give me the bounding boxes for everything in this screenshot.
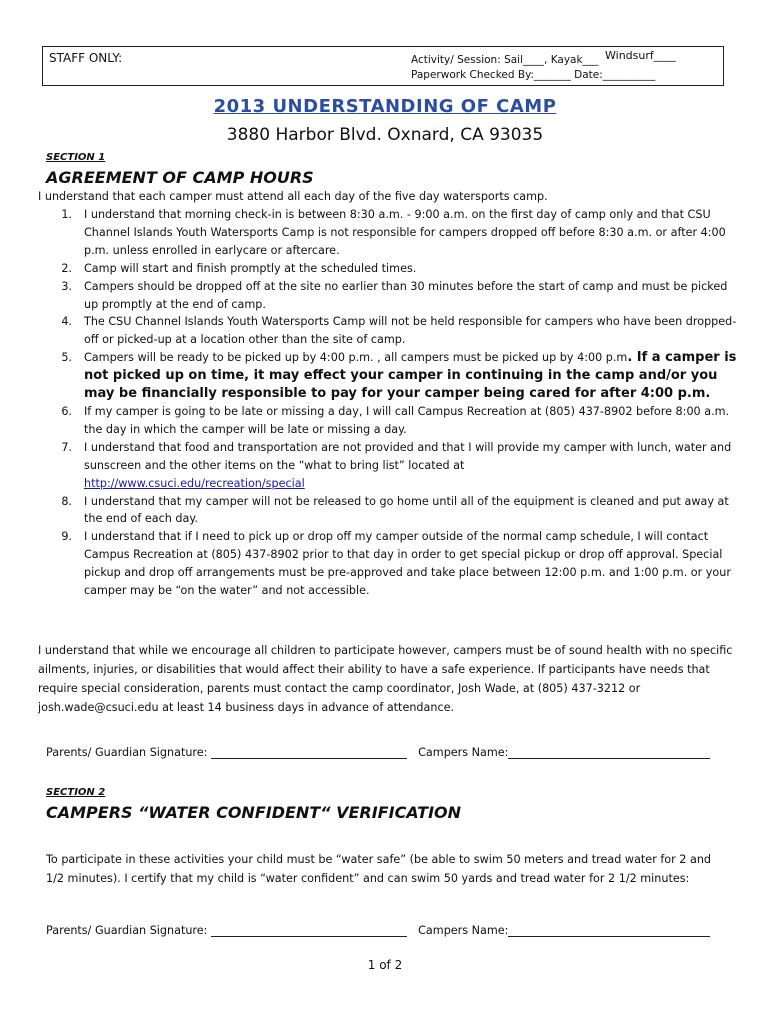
rule-item bbox=[38, 439, 738, 493]
rule-item bbox=[38, 528, 738, 600]
rule-text: I understand that food and transportation are not provided and that I will provide my camper with lunch, water and sunscreen and the other items on the “what to bring list” located at bbox=[84, 440, 732, 472]
document-title: 2013 UNDERSTANDING OF CAMP bbox=[213, 96, 557, 117]
campers-name-field[interactable] bbox=[508, 925, 710, 937]
section-1-label: SECTION 1 bbox=[46, 152, 106, 163]
rule-number: 1. bbox=[61, 208, 72, 221]
guardian-signature-label: Parents/ Guardian Signature: bbox=[46, 924, 208, 937]
rule-item bbox=[38, 206, 738, 260]
rule-item bbox=[38, 403, 738, 439]
camp-rules-list bbox=[38, 206, 738, 600]
rule-number: 7. bbox=[61, 440, 72, 454]
guardian-signature-field[interactable] bbox=[211, 925, 407, 937]
rule-bold-warning: . If a camper is not picked up on time, it may effect your camper in continuing in the camp and/or you may be financially responsible to pay for your camper being cared for after 4:00 p.m. bbox=[84, 350, 737, 402]
rule-text: Camp will start and finish promptly at the scheduled times. bbox=[84, 261, 417, 275]
rule-item bbox=[38, 278, 738, 314]
rule-number: 8. bbox=[61, 494, 72, 508]
section-2-signature-line bbox=[46, 924, 710, 937]
rule-text: Campers should be dropped off at the site no earlier than 30 minutes before the start of camp and must be picked up promptly at the end of camp. bbox=[84, 279, 728, 311]
rule-text: I understand that morning check-in is between 8:30 a.m. - 9:00 a.m. on the first day of camp only and that CSU Channel Islands Youth Watersports Camp is not responsible for campers dropped off before 8:30 a.m. or after 4:00 p.m. unless enrolled in earlycare or aftercare. bbox=[84, 208, 726, 257]
section-1-heading: AGREEMENT OF CAMP HOURS bbox=[46, 168, 314, 187]
rule-text: I understand that my camper will not be released to go home until all of the equipment is cleaned and put away at the end of each day. bbox=[84, 494, 729, 526]
staff-fields bbox=[411, 49, 676, 83]
activity-session-text: Activity/ Session: Sail____, Kayak___ bbox=[411, 54, 599, 66]
campers-name-label: Campers Name: bbox=[418, 924, 509, 937]
rule-item bbox=[38, 260, 738, 278]
rule-number: 3. bbox=[61, 279, 72, 293]
rule-text: I understand that if I need to pick up or drop off my camper outside of the normal camp schedule, I will contact Campus Recreation at (805) 437-8902 prior to that day in order to get special pickup or drop off approval. Special pickup and drop off arrangements must be pre-approved and take place between 12:00 p.m. and 1:00 p.m. or your camper may be “on the water” and not accessible. bbox=[84, 530, 731, 598]
rule-number: 6. bbox=[61, 404, 72, 418]
rule-text: Campers will be ready to be picked up by 4:00 p.m. , all campers must be picked up by 4:00 p.m bbox=[84, 351, 628, 365]
section-2-heading: CAMPERS “WATER CONFIDENT“ VERIFICATION bbox=[46, 803, 462, 822]
camp-address: 3880 Harbor Blvd. Oxnard, CA 93035 bbox=[226, 125, 544, 145]
page-number: 1 of 2 bbox=[367, 958, 403, 972]
rule-number: 2. bbox=[61, 261, 72, 275]
campers-name-field[interactable] bbox=[508, 747, 710, 759]
section-1-signature-line bbox=[46, 746, 710, 759]
rule-number: 5. bbox=[61, 351, 72, 365]
rule-item bbox=[38, 493, 738, 529]
water-confident-paragraph: To participate in these activities your child must be “water safe” (be able to swim 50 meters and tread water for 2 and 1/2 minutes). I certify that my child is “water confident” and can swim 50 yards and tread water for 2 1/2 minutes: bbox=[46, 853, 712, 885]
staff-only-box bbox=[42, 46, 724, 86]
activity-session-line bbox=[411, 49, 676, 68]
staff-only-label: STAFF ONLY: bbox=[49, 51, 123, 65]
rule-text: The CSU Channel Islands Youth Watersports Camp will not be held responsible for campers who have been dropped-off or picked-up at a location other than the site of camp. bbox=[84, 315, 737, 347]
rule-number: 9. bbox=[61, 530, 72, 544]
section-2-label: SECTION 2 bbox=[46, 787, 106, 798]
rule-item bbox=[38, 349, 738, 403]
guardian-signature-field[interactable] bbox=[211, 747, 407, 759]
rule-number: 4. bbox=[61, 315, 72, 329]
health-paragraph: I understand that while we encourage all children to participate however, campers must be of sound health with no specific ailments, injuries, or disabilities that would affect their ability to have a safe experience. If participants have needs that require special consideration, parents must contact the camp coordinator, Josh Wade, at (805) 437-3212 or josh.wade@csuci.edu at least 14 business days in advance of attendance. bbox=[38, 644, 733, 714]
section-1-intro: I understand that each camper must attend all each day of the five day watersports camp. bbox=[38, 190, 548, 203]
windsurf-field: Windsurf____ bbox=[605, 49, 676, 62]
rule-item bbox=[38, 313, 738, 349]
campers-name-label: Campers Name: bbox=[418, 746, 509, 759]
guardian-signature-label: Parents/ Guardian Signature: bbox=[46, 746, 208, 759]
paperwork-line: Paperwork Checked By:_______ Date:__________ bbox=[411, 69, 656, 81]
recreation-link[interactable]: http://www.csuci.edu/recreation/special bbox=[84, 476, 305, 490]
rule-text: If my camper is going to be late or missing a day, I will call Campus Recreation at (805) 437-8902 before 8:00 a.m. the day in which the camper will be late or missing a day. bbox=[84, 404, 730, 436]
